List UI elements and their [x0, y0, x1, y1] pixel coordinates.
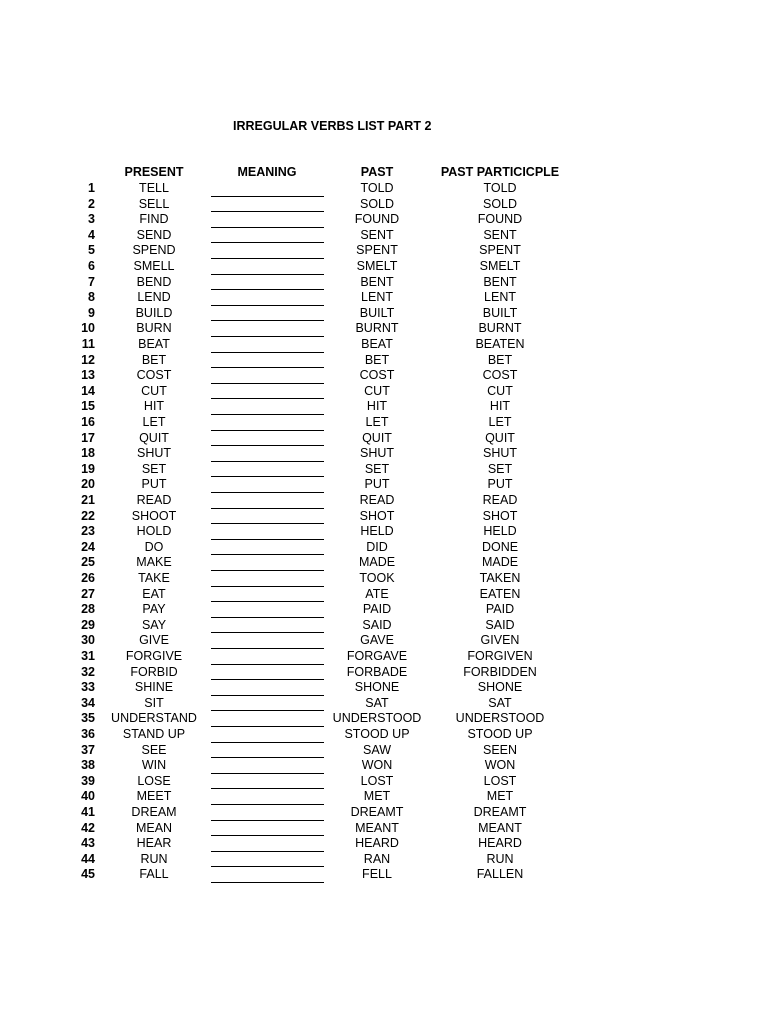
meaning-blank-line[interactable]	[211, 882, 324, 883]
past-participle-form: MADE	[481, 555, 519, 570]
past-form: TOLD	[360, 181, 394, 195]
past-form: PUT	[364, 477, 390, 492]
present-form: READ	[136, 493, 172, 507]
row-number: 3	[88, 212, 95, 227]
past-participle-form: SMELT	[479, 259, 521, 273]
past-participle-form: SAID	[485, 617, 515, 632]
row-number: 43	[81, 836, 95, 851]
table-row	[0, 321, 768, 337]
present-form: LEND	[137, 290, 171, 305]
table-row	[0, 774, 768, 790]
table-row	[0, 493, 768, 509]
column-header-past-participle: PAST PARTICICPLE	[440, 165, 560, 179]
row-number: 32	[81, 664, 95, 679]
present-form: PUT	[141, 477, 167, 492]
row-number: 36	[81, 727, 95, 741]
row-number: 27	[81, 586, 95, 601]
present-form: RUN	[140, 851, 168, 866]
present-form: LET	[142, 415, 166, 429]
present-form: SPEND	[132, 243, 176, 258]
past-participle-form: MEANT	[478, 820, 522, 835]
past-form: MEANT	[355, 820, 399, 835]
table-row	[0, 805, 768, 821]
present-form: BEND	[136, 274, 172, 289]
table-row	[0, 243, 768, 259]
present-form: FORGIVE	[125, 649, 183, 663]
table-row	[0, 743, 768, 759]
table-row	[0, 181, 768, 197]
present-form: LOSE	[137, 773, 171, 788]
row-number: 7	[88, 274, 95, 289]
table-row	[0, 680, 768, 696]
present-form: PAY	[142, 602, 166, 617]
past-participle-form: DREAMT	[473, 805, 527, 819]
table-row	[0, 228, 768, 244]
past-form: WON	[361, 758, 393, 773]
row-number: 28	[81, 602, 95, 617]
present-form: BET	[141, 352, 167, 367]
present-form: FALL	[139, 867, 169, 882]
past-form: CUT	[364, 383, 390, 398]
row-number: 9	[88, 305, 95, 320]
past-form: QUIT	[362, 430, 392, 445]
past-participle-form: CUT	[487, 383, 513, 398]
present-form: TAKE	[138, 571, 170, 585]
table-row	[0, 399, 768, 415]
row-number: 12	[81, 352, 95, 367]
row-number: 8	[88, 290, 95, 305]
present-form: HOLD	[136, 524, 172, 539]
past-participle-form: LOST	[483, 773, 517, 788]
column-header-meaning: MEANING	[237, 165, 297, 179]
present-form: SEND	[136, 227, 172, 242]
row-number: 19	[81, 461, 95, 476]
present-form: BEAT	[138, 337, 170, 351]
row-number: 23	[81, 524, 95, 539]
past-participle-form: GIVEN	[480, 633, 520, 648]
row-number: 18	[81, 446, 95, 461]
table-row	[0, 259, 768, 275]
row-number: 33	[81, 680, 95, 695]
present-form: MEAN	[135, 820, 173, 835]
row-number: 26	[81, 571, 95, 585]
past-participle-form: SET	[487, 461, 513, 476]
past-form: SET	[364, 461, 390, 476]
present-form: SHOOT	[131, 508, 177, 523]
table-row	[0, 477, 768, 493]
past-form: SAID	[362, 617, 392, 632]
present-form: EAT	[142, 586, 166, 601]
present-form: MAKE	[136, 555, 172, 570]
table-row	[0, 711, 768, 727]
row-number: 24	[81, 539, 95, 554]
past-form: LOST	[360, 773, 394, 788]
present-form: SHINE	[134, 680, 174, 695]
table-row	[0, 696, 768, 712]
present-form: FIND	[139, 212, 169, 227]
present-form: SHUT	[136, 446, 172, 461]
row-number: 20	[81, 477, 95, 492]
past-form: HEARD	[355, 836, 399, 851]
row-number: 22	[81, 508, 95, 523]
row-number: 29	[81, 617, 95, 632]
table-row	[0, 867, 768, 883]
table-row	[0, 509, 768, 525]
table-row	[0, 275, 768, 291]
past-participle-form: SPENT	[479, 243, 521, 258]
table-row	[0, 368, 768, 384]
table-row	[0, 431, 768, 447]
past-participle-form: UNDERSTOOD	[455, 711, 545, 726]
past-participle-form: TAKEN	[479, 571, 521, 585]
present-form: SAY	[141, 617, 167, 632]
past-participle-form: LENT	[484, 290, 516, 305]
table-row	[0, 727, 768, 743]
past-participle-form: SHONE	[477, 680, 523, 695]
row-number: 35	[81, 711, 95, 726]
past-form: SMELT	[356, 259, 398, 273]
past-form: COST	[359, 368, 395, 383]
present-form: CUT	[141, 383, 167, 398]
present-form: HEAR	[136, 836, 172, 851]
row-number: 14	[81, 383, 95, 398]
past-form: SHUT	[359, 446, 395, 461]
present-form: TELL	[139, 181, 169, 195]
past-form: MET	[363, 789, 391, 804]
past-participle-form: SHOT	[482, 508, 518, 523]
past-form: SOLD	[359, 196, 395, 211]
past-participle-form: STOOD UP	[467, 727, 533, 741]
row-number: 21	[81, 493, 95, 507]
row-number: 10	[81, 321, 95, 336]
table-row	[0, 852, 768, 868]
present-form: COST	[136, 368, 172, 383]
row-number: 45	[81, 867, 95, 882]
past-participle-form: COST	[482, 368, 518, 383]
row-number: 2	[88, 196, 95, 211]
table-row	[0, 540, 768, 556]
past-form: HELD	[360, 524, 394, 539]
past-participle-form: QUIT	[485, 430, 515, 445]
table-row	[0, 462, 768, 478]
past-form: BET	[364, 352, 390, 367]
row-number: 25	[81, 555, 95, 570]
table-row	[0, 212, 768, 228]
past-form: LENT	[361, 290, 393, 305]
past-form: SHONE	[354, 680, 400, 695]
page-title: IRREGULAR VERBS LIST PART 2	[233, 119, 432, 133]
present-form: SELL	[138, 196, 170, 211]
present-form: GIVE	[139, 633, 169, 648]
row-number: 5	[88, 243, 95, 258]
table-row	[0, 821, 768, 837]
past-form: FELL	[362, 867, 392, 882]
past-participle-form: HIT	[489, 399, 511, 414]
past-participle-form: FOUND	[477, 212, 523, 227]
past-form: BENT	[360, 274, 394, 289]
row-number: 41	[81, 805, 95, 819]
row-number: 30	[81, 633, 95, 648]
past-form: BURNT	[355, 321, 399, 336]
row-number: 31	[81, 649, 95, 663]
table-row	[0, 290, 768, 306]
past-participle-form: READ	[482, 493, 518, 507]
table-row	[0, 789, 768, 805]
present-form: BUILD	[135, 305, 173, 320]
present-form: SIT	[144, 695, 164, 710]
table-row	[0, 384, 768, 400]
row-number: 39	[81, 773, 95, 788]
present-form: DO	[144, 539, 164, 554]
present-form: SMELL	[133, 259, 175, 273]
past-form: HIT	[366, 399, 388, 414]
table-row	[0, 415, 768, 431]
present-form: UNDERSTAND	[111, 711, 197, 726]
past-form: BUILT	[359, 305, 395, 320]
past-participle-form: PUT	[487, 477, 513, 492]
present-form: SEE	[141, 742, 167, 757]
past-form: TOOK	[359, 571, 395, 585]
past-participle-form: MET	[486, 789, 514, 804]
row-number: 40	[81, 789, 95, 804]
past-participle-form: FALLEN	[476, 867, 524, 882]
row-number: 42	[81, 820, 95, 835]
table-row	[0, 602, 768, 618]
past-form: SAT	[365, 695, 389, 710]
past-form: BEAT	[361, 337, 393, 351]
past-participle-form: DONE	[481, 539, 519, 554]
past-form: ATE	[365, 586, 389, 601]
past-participle-form: FORGIVEN	[467, 649, 533, 663]
row-number: 15	[81, 399, 95, 414]
past-participle-form: BURNT	[478, 321, 522, 336]
table-row	[0, 571, 768, 587]
past-form: SENT	[360, 227, 394, 242]
present-form: MEET	[136, 789, 172, 804]
past-form: FOUND	[354, 212, 400, 227]
present-form: WIN	[141, 758, 167, 773]
row-number: 16	[81, 415, 95, 429]
past-participle-form: HEARD	[478, 836, 522, 851]
past-form: STOOD UP	[344, 727, 410, 741]
present-form: QUIT	[139, 430, 169, 445]
table-row	[0, 665, 768, 681]
past-participle-form: LET	[488, 415, 512, 429]
present-form: DREAM	[131, 805, 177, 819]
past-form: UNDERSTOOD	[332, 711, 422, 726]
present-form: BURN	[136, 321, 172, 336]
past-form: FORBADE	[346, 664, 408, 679]
row-number: 44	[81, 851, 95, 866]
table-row	[0, 197, 768, 213]
table-row	[0, 306, 768, 322]
past-participle-form: BUILT	[482, 305, 518, 320]
row-number: 37	[81, 742, 95, 757]
table-row	[0, 618, 768, 634]
present-form: FORBID	[130, 664, 178, 679]
past-form: PAID	[362, 602, 392, 617]
present-form: HIT	[143, 399, 165, 414]
past-participle-form: EATEN	[479, 586, 521, 601]
past-participle-form: FORBIDDEN	[463, 664, 537, 679]
past-form: GAVE	[360, 633, 394, 648]
past-form: READ	[359, 493, 395, 507]
row-number: 4	[88, 227, 95, 242]
past-form: SHOT	[359, 508, 395, 523]
column-header-present: PRESENT	[124, 165, 184, 179]
past-participle-form: BET	[487, 352, 513, 367]
past-participle-form: BEATEN	[475, 337, 525, 351]
row-number: 17	[81, 430, 95, 445]
table-row	[0, 836, 768, 852]
past-form: MADE	[358, 555, 396, 570]
row-number: 13	[81, 368, 95, 383]
table-row	[0, 524, 768, 540]
past-participle-form: WON	[484, 758, 516, 773]
past-form: SAW	[362, 742, 392, 757]
past-form: DREAMT	[350, 805, 404, 819]
row-number: 11	[81, 337, 95, 351]
past-participle-form: SOLD	[482, 196, 518, 211]
table-row	[0, 555, 768, 571]
table-row	[0, 337, 768, 353]
past-participle-form: SAT	[488, 695, 512, 710]
table-row	[0, 587, 768, 603]
past-participle-form: PAID	[485, 602, 515, 617]
past-participle-form: SEEN	[482, 742, 518, 757]
table-row	[0, 633, 768, 649]
past-participle-form: TOLD	[483, 181, 517, 195]
present-form: SET	[141, 461, 167, 476]
table-row	[0, 446, 768, 462]
past-participle-form: SENT	[483, 227, 517, 242]
row-number: 38	[81, 758, 95, 773]
past-participle-form: RUN	[486, 851, 514, 866]
table-row	[0, 758, 768, 774]
present-form: STAND UP	[122, 727, 186, 741]
row-number: 1	[88, 181, 95, 195]
past-participle-form: HELD	[483, 524, 517, 539]
table-row	[0, 353, 768, 369]
column-header-past: PAST	[360, 165, 394, 179]
past-form: FORGAVE	[346, 649, 408, 663]
past-form: SPENT	[356, 243, 398, 258]
past-participle-form: BENT	[483, 274, 517, 289]
row-number: 34	[81, 695, 95, 710]
past-form: DID	[366, 539, 388, 554]
row-number: 6	[88, 259, 95, 273]
past-form: LET	[365, 415, 389, 429]
past-participle-form: SHUT	[482, 446, 518, 461]
table-row	[0, 649, 768, 665]
past-form: RAN	[363, 851, 391, 866]
